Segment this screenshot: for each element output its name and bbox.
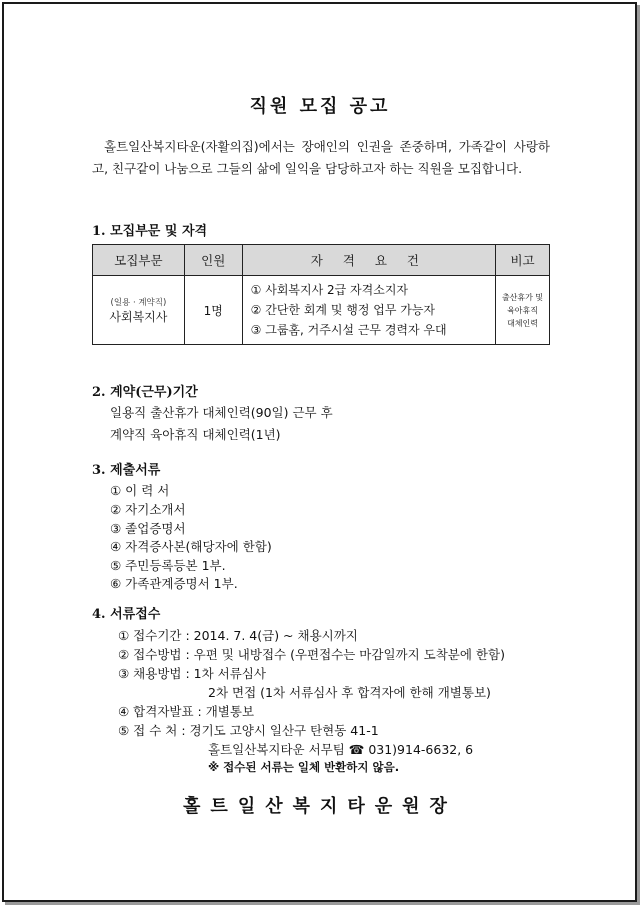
section-2-heading: 2. 계약(근무)기간 [92, 385, 198, 400]
dept-name: 사회복지사 [109, 309, 168, 324]
submission-line: 홀트일산복지타운 서무팀 ☎ 031)914-6632, 6 [208, 742, 474, 757]
submission-line: ⑤ 접 수 처 : 경기도 고양시 일산구 탄현동 41-1 [118, 723, 379, 738]
cell-note [496, 276, 550, 345]
section-1-heading: 1. 모집부문 및 자격 [92, 224, 208, 239]
dept-subtype: (일용 · 계약직) [110, 297, 167, 308]
submission-line: ③ 채용방법 : 1차 서류심사 [118, 666, 266, 681]
cell-requirements [242, 276, 495, 345]
section-3-heading: 3. 제출서류 [92, 463, 161, 478]
document-item: ② 자기소개서 [110, 502, 186, 517]
table-header-count: 인원 [184, 245, 242, 276]
document-item: ① 이 력 서 [110, 483, 170, 498]
submission-line: 2차 면접 (1차 서류심사 후 합격자에 한해 개별통보) [208, 685, 491, 700]
requirement-item: ① 사회복지사 2급 자격소지자 [250, 283, 409, 297]
contract-line: 계약직 육아휴직 대체인력(1년) [110, 427, 281, 442]
table-header-row [93, 245, 550, 276]
submission-line: ④ 합격자발표 : 개별통보 [118, 704, 255, 719]
table-row [93, 276, 550, 345]
document-item: ④ 자격증사본(해당자에 한함) [110, 539, 272, 554]
submission-line: ① 접수기간 : 2014. 7. 4(금) ~ 채용시까지 [118, 628, 358, 643]
table-header-requirements: 자 격 요 건 [242, 245, 495, 276]
requirement-item: ② 간단한 회계 및 행정 업무 가능자 [250, 303, 436, 317]
page-title: 직원 모집 공고 [249, 96, 391, 117]
note-line: 대체인력 [507, 318, 538, 328]
requirement-item: ③ 그룹홈, 거주시설 근무 경력자 우대 [250, 323, 447, 337]
submission-line: ② 접수방법 : 우편 및 내방접수 (우편접수는 마감일까지 도착분에 한함) [118, 647, 505, 662]
contract-line: 일용직 출산휴가 대체인력(90일) 근무 후 [110, 405, 333, 420]
cell-count: 1명 [184, 276, 242, 345]
note-line: 육아휴직 [507, 305, 538, 315]
cell-dept [93, 276, 185, 345]
intro-paragraph: 홀트일산복지타운(자활의집)에서는 장애인의 인권을 존중하며, 가족같이 사랑하고, 친구같이 나눔으로 그들의 삶에 일익을 담당하고자 하는 직원을 모집합니다. [92, 139, 550, 176]
document-item: ⑤ 주민등록등본 1부. [110, 558, 226, 573]
return-notice: ※ 접수된 서류는 일체 반환하지 않음. [208, 760, 400, 774]
document-item: ③ 졸업증명서 [110, 521, 186, 536]
document-item: ⑥ 가족관계증명서 1부. [110, 576, 238, 591]
requirements-table [92, 244, 550, 345]
table-header-dept: 모집부문 [93, 245, 185, 276]
table-header-note: 비고 [496, 245, 550, 276]
section-4-heading: 4. 서류접수 [92, 607, 161, 622]
note-line: 출산휴가 및 [501, 292, 544, 302]
issuer-signature: 홀트일산복지타운원장 [183, 796, 457, 817]
